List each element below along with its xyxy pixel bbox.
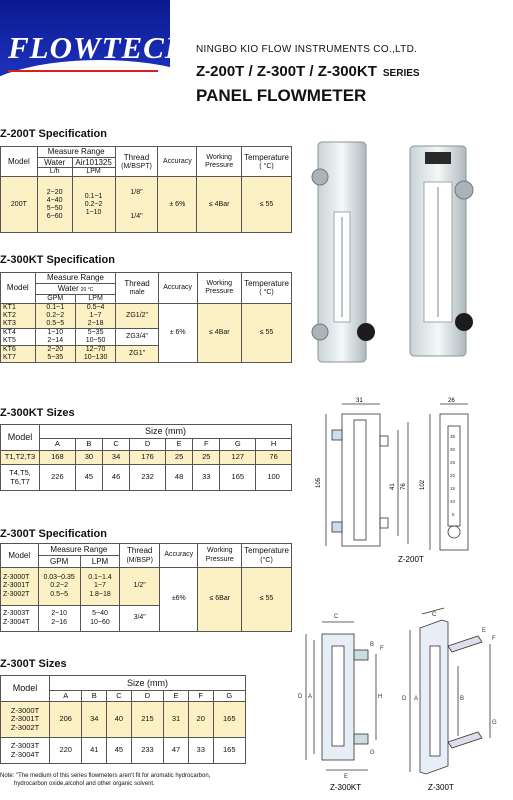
svg-text:F: F — [492, 636, 496, 642]
col-accuracy: Accuracy — [158, 147, 197, 177]
col-model: Model — [1, 147, 38, 177]
svg-text:B: B — [370, 642, 375, 648]
svg-text:E: E — [482, 628, 487, 634]
table-row: Z-3003T Z-3004T 220 41 45 233 47 33 165 — [1, 738, 246, 764]
water-ranges: 2~20 4~40 5~50 6~60 — [37, 177, 72, 233]
svg-text:F: F — [380, 646, 384, 652]
table-row: T4,T5, T6,T7 226 45 46 232 48 33 165 100 — [1, 465, 292, 491]
z300kt-drawing — [286, 606, 396, 792]
temp-cell: ≤ 55 — [242, 177, 292, 233]
svg-text:20: 20 — [450, 473, 456, 478]
col-thread: Thread (M/BSPT) — [115, 147, 158, 177]
z300kt-spec-title: Z-300KT Specification — [0, 254, 115, 266]
svg-text:G: G — [492, 720, 497, 726]
model-cell: 200T — [1, 177, 38, 233]
svg-text:15: 15 — [450, 486, 456, 491]
flowmeter-photo — [300, 132, 510, 372]
series-models: Z-200T / Z-300T / Z-300KT — [196, 63, 377, 80]
table-row: Z-3000T Z-3001T Z-3002T 0.03~0.35 0.2~2 0.5~5 0.1~1.4 1~7 1.8~18 1/2" ±6% ≤ 6Bar ≤ 55 — [1, 568, 292, 606]
svg-text:35: 35 — [450, 434, 456, 439]
z200t-caption: Z-200T — [398, 555, 424, 564]
col-measure: Measure Range — [37, 147, 115, 158]
table-row: KT4 KT5 1~10 2~14 5~35 10~50 ZG3/4" — [1, 329, 292, 346]
svg-text:C: C — [432, 612, 437, 618]
footnote: Note: "The medium of this series flowmeters aren't fit for aromatic hydrocarbon, hydrocarbon oxide,alcohol and other organic solvent. — [0, 773, 211, 787]
z200t-spec-table: Model Measure Range Thread (M/BSPT) Accuracy Working Pressure Temperature ( °C) Water Air101325 L/h LPM 200T 2~20 4~40 5~50 6~60 0.1~1 0.2~2 1~10 1/8" 1/4" ± 6% ≤ 4Bar ≤ 55 — [0, 146, 292, 233]
thread-cell: 1/8" 1/4" — [115, 177, 158, 233]
series-word: SERIES — [382, 68, 420, 79]
col-temp: Temperature ( °C) — [242, 147, 292, 177]
svg-text:B: B — [460, 696, 465, 702]
table-row: Z-3003T Z-3004T 2~10 2~16 5~40 10~60 3/4" — [1, 606, 292, 632]
z300kt-sizes-table: Model Size (mm) A B C D E F G H T1,T2,T3 168 30 34 176 25 25 127 76 T4,T5, T6,T7 226 45 46 232 48 33 165 100 — [0, 424, 292, 491]
svg-text:102: 102 — [420, 479, 426, 490]
logo-underline — [8, 70, 158, 72]
svg-text:D: D — [298, 694, 303, 700]
pressure-cell: ≤ 4Bar — [197, 177, 242, 233]
z200t-spec-title: Z-200T Specification — [0, 128, 107, 140]
series-title — [196, 63, 420, 80]
svg-text:76: 76 — [401, 483, 407, 490]
svg-text:D: D — [402, 696, 407, 702]
svg-text:A: A — [308, 694, 313, 700]
col-pressure: Working Pressure — [197, 147, 242, 177]
svg-text:25: 25 — [450, 460, 456, 465]
table-row: T1,T2,T3 168 30 34 176 25 25 127 76 — [1, 451, 292, 465]
svg-text:10: 10 — [450, 499, 456, 504]
product-title: PANEL FLOWMETER — [196, 86, 367, 105]
accuracy-cell: ± 6% — [158, 177, 197, 233]
table-row: KT6 KT7 2~20 5~35 12~70 10~130 ZG1" — [1, 346, 292, 363]
z300kt-caption: Z-300KT — [330, 783, 362, 792]
svg-text:A: A — [414, 696, 419, 702]
air-ranges: 0.1~1 0.2~2 1~10 — [72, 177, 115, 233]
svg-text:C: C — [334, 614, 339, 620]
svg-text:G: G — [370, 750, 375, 756]
table-row: Z-3000T Z-3001T Z-3002T 206 34 40 215 31 20 165 — [1, 702, 246, 738]
svg-text:H: H — [378, 694, 383, 700]
svg-text:5: 5 — [452, 512, 455, 517]
z300t-drawing — [398, 606, 510, 792]
z300t-caption: Z-300T — [428, 783, 454, 792]
table-row: KT1 KT2 KT3 0.1~1 0.2~2 0.5~5 0.5~4 1~7 2~18 ZG1/2" ± 6% ≤ 4Bar ≤ 55 — [1, 304, 292, 329]
z300kt-spec-table: Model Measure Range Thread male Accuracy Working Pressure Temperature ( °C) Water 20 °C GPM LPM KT1 KT2 KT3 0.1~1 0.2~2 0.5~5 0.5~4 1~7 2~18 ZG1/2" ± 6% ≤ 4Bar ≤ 55 KT4 KT5 1~10 2~14 5~35 10~50 ZG3/4" KT6 KT7 2~20 5~35 12~70 10~130 ZG1" — [0, 272, 292, 363]
z300t-sizes-title: Z-300T Sizes — [0, 658, 67, 670]
z300t-spec-table: Model Measure Range Thread (M/BSP) Accuracy Working Pressure Temperature (°C) GPM LPM Z-3000T Z-3001T Z-3002T 0.03~0.35 0.2~2 0.5~5 0.1~1.4 1~7 1.8~18 1/2" ±6% ≤ 6Bar ≤ 55 Z-3003T Z-3004T 2~10 2~16 5~40 10~60 3/4" — [0, 543, 292, 632]
z300t-spec-title: Z-300T Specification — [0, 528, 107, 540]
svg-text:30: 30 — [450, 447, 456, 452]
logo-text: FLOWTECH — [8, 30, 190, 65]
svg-text:31: 31 — [356, 398, 363, 404]
z300t-sizes-table: Model Size (mm) A B C D E F G Z-3000T Z-3001T Z-3002T 206 34 40 215 31 20 165 Z-3003T Z-3004T 220 41 45 233 47 33 165 — [0, 675, 246, 764]
svg-text:41: 41 — [390, 483, 396, 490]
svg-text:E: E — [344, 774, 349, 780]
company-name: NINGBO KIO FLOW INSTRUMENTS CO.,LTD. — [196, 44, 418, 55]
logo — [0, 0, 190, 110]
svg-text:105: 105 — [316, 477, 322, 488]
z300kt-sizes-title: Z-300KT Sizes — [0, 407, 75, 419]
z200t-drawing — [312, 396, 510, 566]
svg-text:26: 26 — [448, 398, 455, 404]
